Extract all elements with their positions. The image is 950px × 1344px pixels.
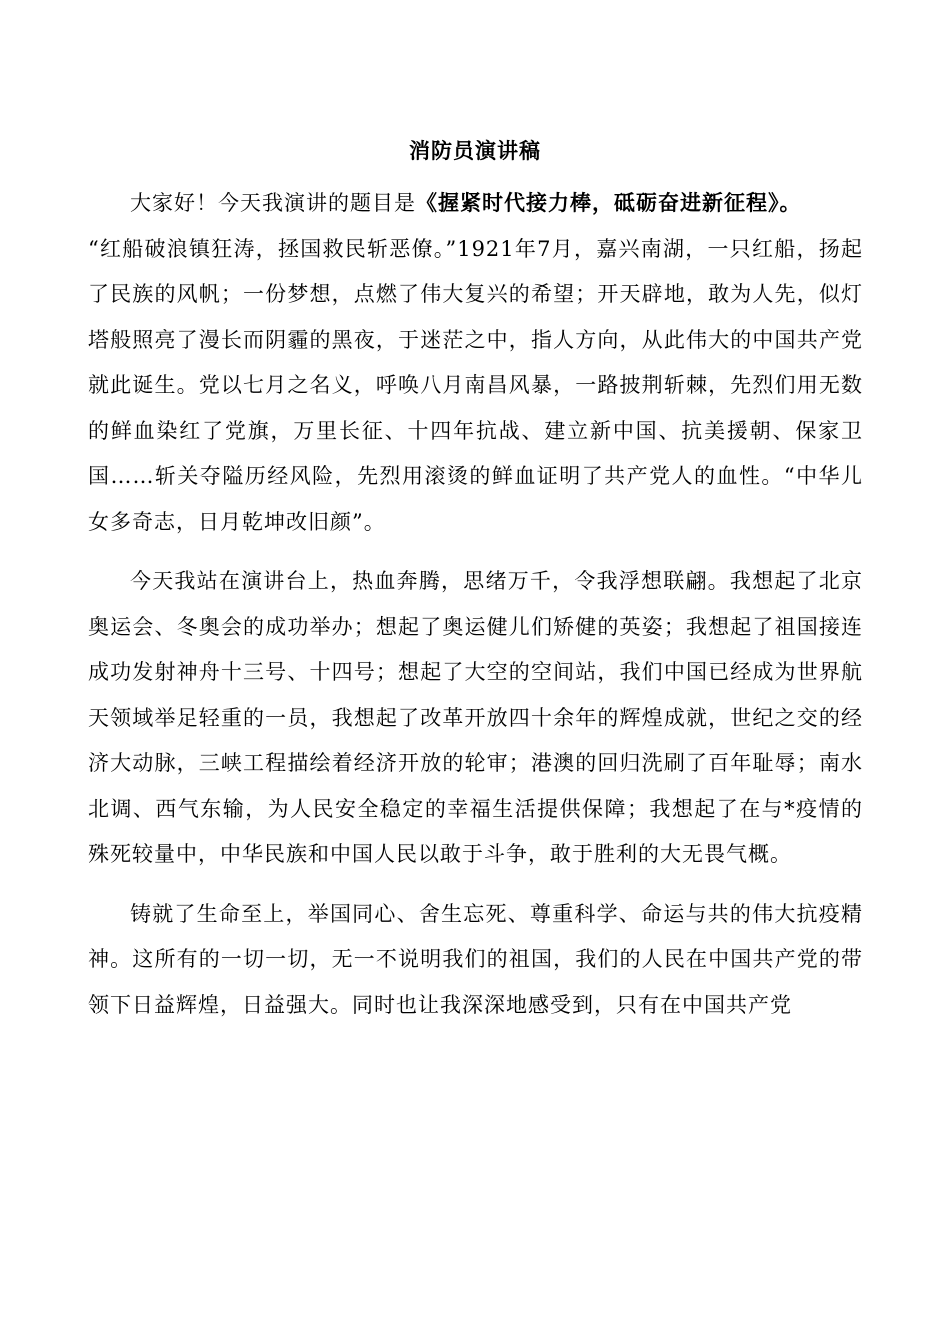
intro-lead: 大家好！今天我演讲的题目是	[130, 191, 416, 215]
document-body	[88, 180, 863, 1028]
intro-paragraph	[88, 180, 863, 227]
speech-topic: 《握紧时代接力棒，砥砺奋进新征程》。	[416, 190, 802, 215]
document-title: 消防员演讲稿	[409, 138, 541, 163]
paragraph-reflections: 今天我站在演讲台上，热血奔腾，思绪万千，令我浮想联翩。我想起了北京奥运会、冬奥会的成功举办；想起了奥运健儿们矫健的英姿；我想起了祖国接连成功发射神舟十三号、十四号；想起了大空的空间站，我们中国已经成为世界航天领域举足轻重的一员，我想起了改革开放四十余年的辉煌成就，世纪之交的经济大动脉，三峡工程描绘着经济开放的轮审；港澳的回归洗刷了百年耻辱；南水北调、西气东输，为人民安全稳定的幸福生活提供保障；我想起了在与*疫情的殊死较量中，中华民族和中国人民以敢于斗争，敢于胜利的大无畏气概。	[88, 569, 863, 866]
paragraph-red-boat: “红船破浪镇狂涛，拯国救民斩恶僚。”1921年7月，嘉兴南湖，一只红船，扬起了民族的风帆；一份梦想，点燃了伟大复兴的希望；开天辟地，敢为人先，似灯塔般照亮了漫长而阴霾的黑夜，于迷茫之中，指人方向，从此伟大的中国共产党就此诞生。党以七月之名义，呼唤八月南昌风暴，一路披荆斩棘，先烈们用无数的鲜血染红了党旗，万里长征、十四年抗战、建立新中国、抗美援朝、保家卫国……斩关夺隘历经风险，先烈用滚烫的鲜血证明了共产党人的血性。“中华儿女多奇志，日月乾坤改旧颜”。	[88, 236, 863, 534]
paragraph-anti-epidemic-spirit: 铸就了生命至上，举国同心、舍生忘死、尊重科学、命运与共的伟大抗疫精神。这所有的一切一切，无一不说明我们的祖国，我们的人民在中国共产党的带领下日益辉煌，日益强大。同时也让我深深地感受到，只有在中国共产党	[88, 901, 863, 1017]
